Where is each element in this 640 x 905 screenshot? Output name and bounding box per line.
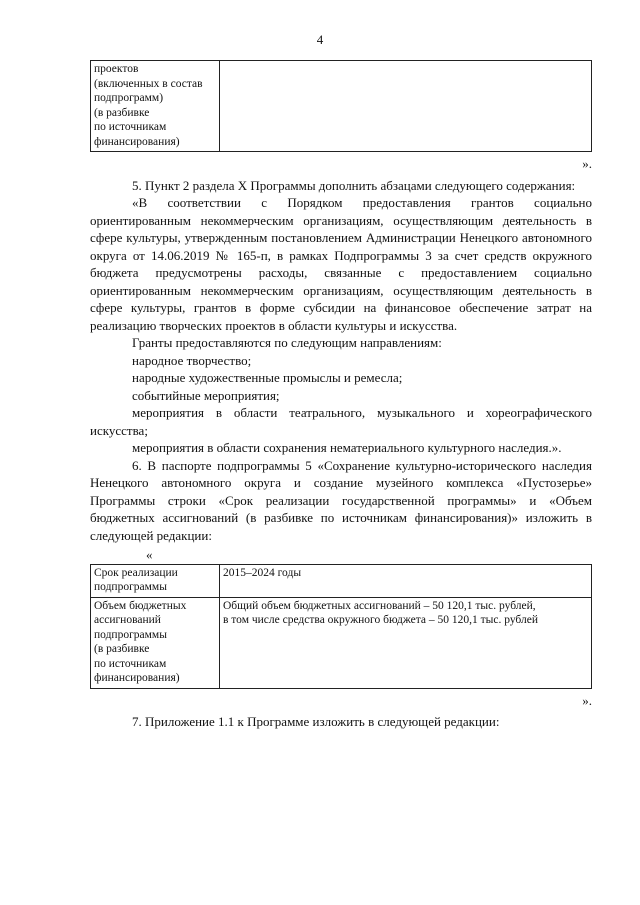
cell-line: подпрограмм) <box>94 92 164 104</box>
cell-line: подпрограммы <box>94 581 167 593</box>
list-item: мероприятия в области театрального, музыкального и хореографического искусства; <box>90 405 592 438</box>
table-cell-value <box>220 597 592 688</box>
item-5-paragraph: «В соответствии с Порядком предоставления грантов социально ориентированным некоммерческим организациям, осуществляющим деятельность в сфере культуры, утвержденным постановлением Администрации Ненецкого автономного округа от 14.06.2019 № 165-п, в рамках Подпрограммы 3 за счет средств окружного бюджета предусмотрены расходы, связанные с предоставлением социально ориентированным некоммерческим организациям, осуществляющим деятельность в сфере культуры, грантов в форме субсидии на финансовое обеспечение затрат на реализацию творческих проектов в области культуры и искусства. <box>90 195 592 333</box>
table-cell-label <box>91 61 220 152</box>
list-item: мероприятия в области сохранения нематериального культурного наследия.». <box>132 440 562 455</box>
cell-line: подпрограммы <box>94 628 167 641</box>
cell-line: в том числе средства окружного бюджета – 50 120,1 тыс. рублей <box>223 614 538 626</box>
closing-quote: ». <box>582 692 592 708</box>
table-row <box>91 564 592 597</box>
cell-line: по источникам <box>94 121 167 133</box>
table-cell-value <box>220 61 592 152</box>
closing-quote: ». <box>582 156 592 171</box>
cell-line: (в разбивке <box>94 106 150 119</box>
cell-line: Срок реализации <box>94 566 178 579</box>
table-cell-value <box>220 564 592 597</box>
opening-quote: « <box>146 547 153 562</box>
item-5-paragraph: Гранты предоставляются по следующим направлениям: <box>132 335 442 350</box>
table-cell-label <box>91 564 220 597</box>
cell-line: финансирования) <box>94 135 180 148</box>
passport-table <box>90 564 592 689</box>
page-number: 4 <box>316 32 324 47</box>
item-6-paragraph: 6. В паспорте подпрограммы 5 «Сохранение культурно-исторического наследия Ненецкого автономного округа и создание музейного комплекса «Пустозерье» Программы строки «Срок реализации государственной программы» и «Объем бюджетных ассигнований (в разбивке по источникам финансирования)» изложить в следующей редакции: <box>90 457 592 543</box>
cell-line: Объем бюджетных <box>94 599 187 612</box>
table-row <box>91 61 592 152</box>
list-item: народные художественные промыслы и ремесла; <box>132 370 403 385</box>
cell-line: Общий объем бюджетных ассигнований – 50 120,1 тыс. рублей, <box>223 599 536 612</box>
cell-line: 2015–2024 годы <box>223 566 302 579</box>
document-body <box>90 60 592 731</box>
cell-line: проектов <box>94 63 139 75</box>
item-7-paragraph: 7. Приложение 1.1 к Программе изложить в следующей редакции: <box>132 714 500 729</box>
cell-line: (включенных в состав <box>94 77 203 90</box>
table-row <box>91 597 592 688</box>
cell-line: ассигнований <box>94 614 161 626</box>
cell-line: по источникам <box>94 657 167 670</box>
table-cell-label <box>91 597 220 688</box>
list-item: народное творчество; <box>132 352 252 368</box>
passport-table-fragment <box>90 60 592 152</box>
item-5-intro: 5. Пункт 2 раздела X Программы дополнить абзацами следующего содержания: <box>132 177 576 193</box>
cell-line: финансирования) <box>94 672 180 684</box>
list-item: событийные мероприятия; <box>132 387 280 403</box>
cell-line: (в разбивке <box>94 643 150 655</box>
